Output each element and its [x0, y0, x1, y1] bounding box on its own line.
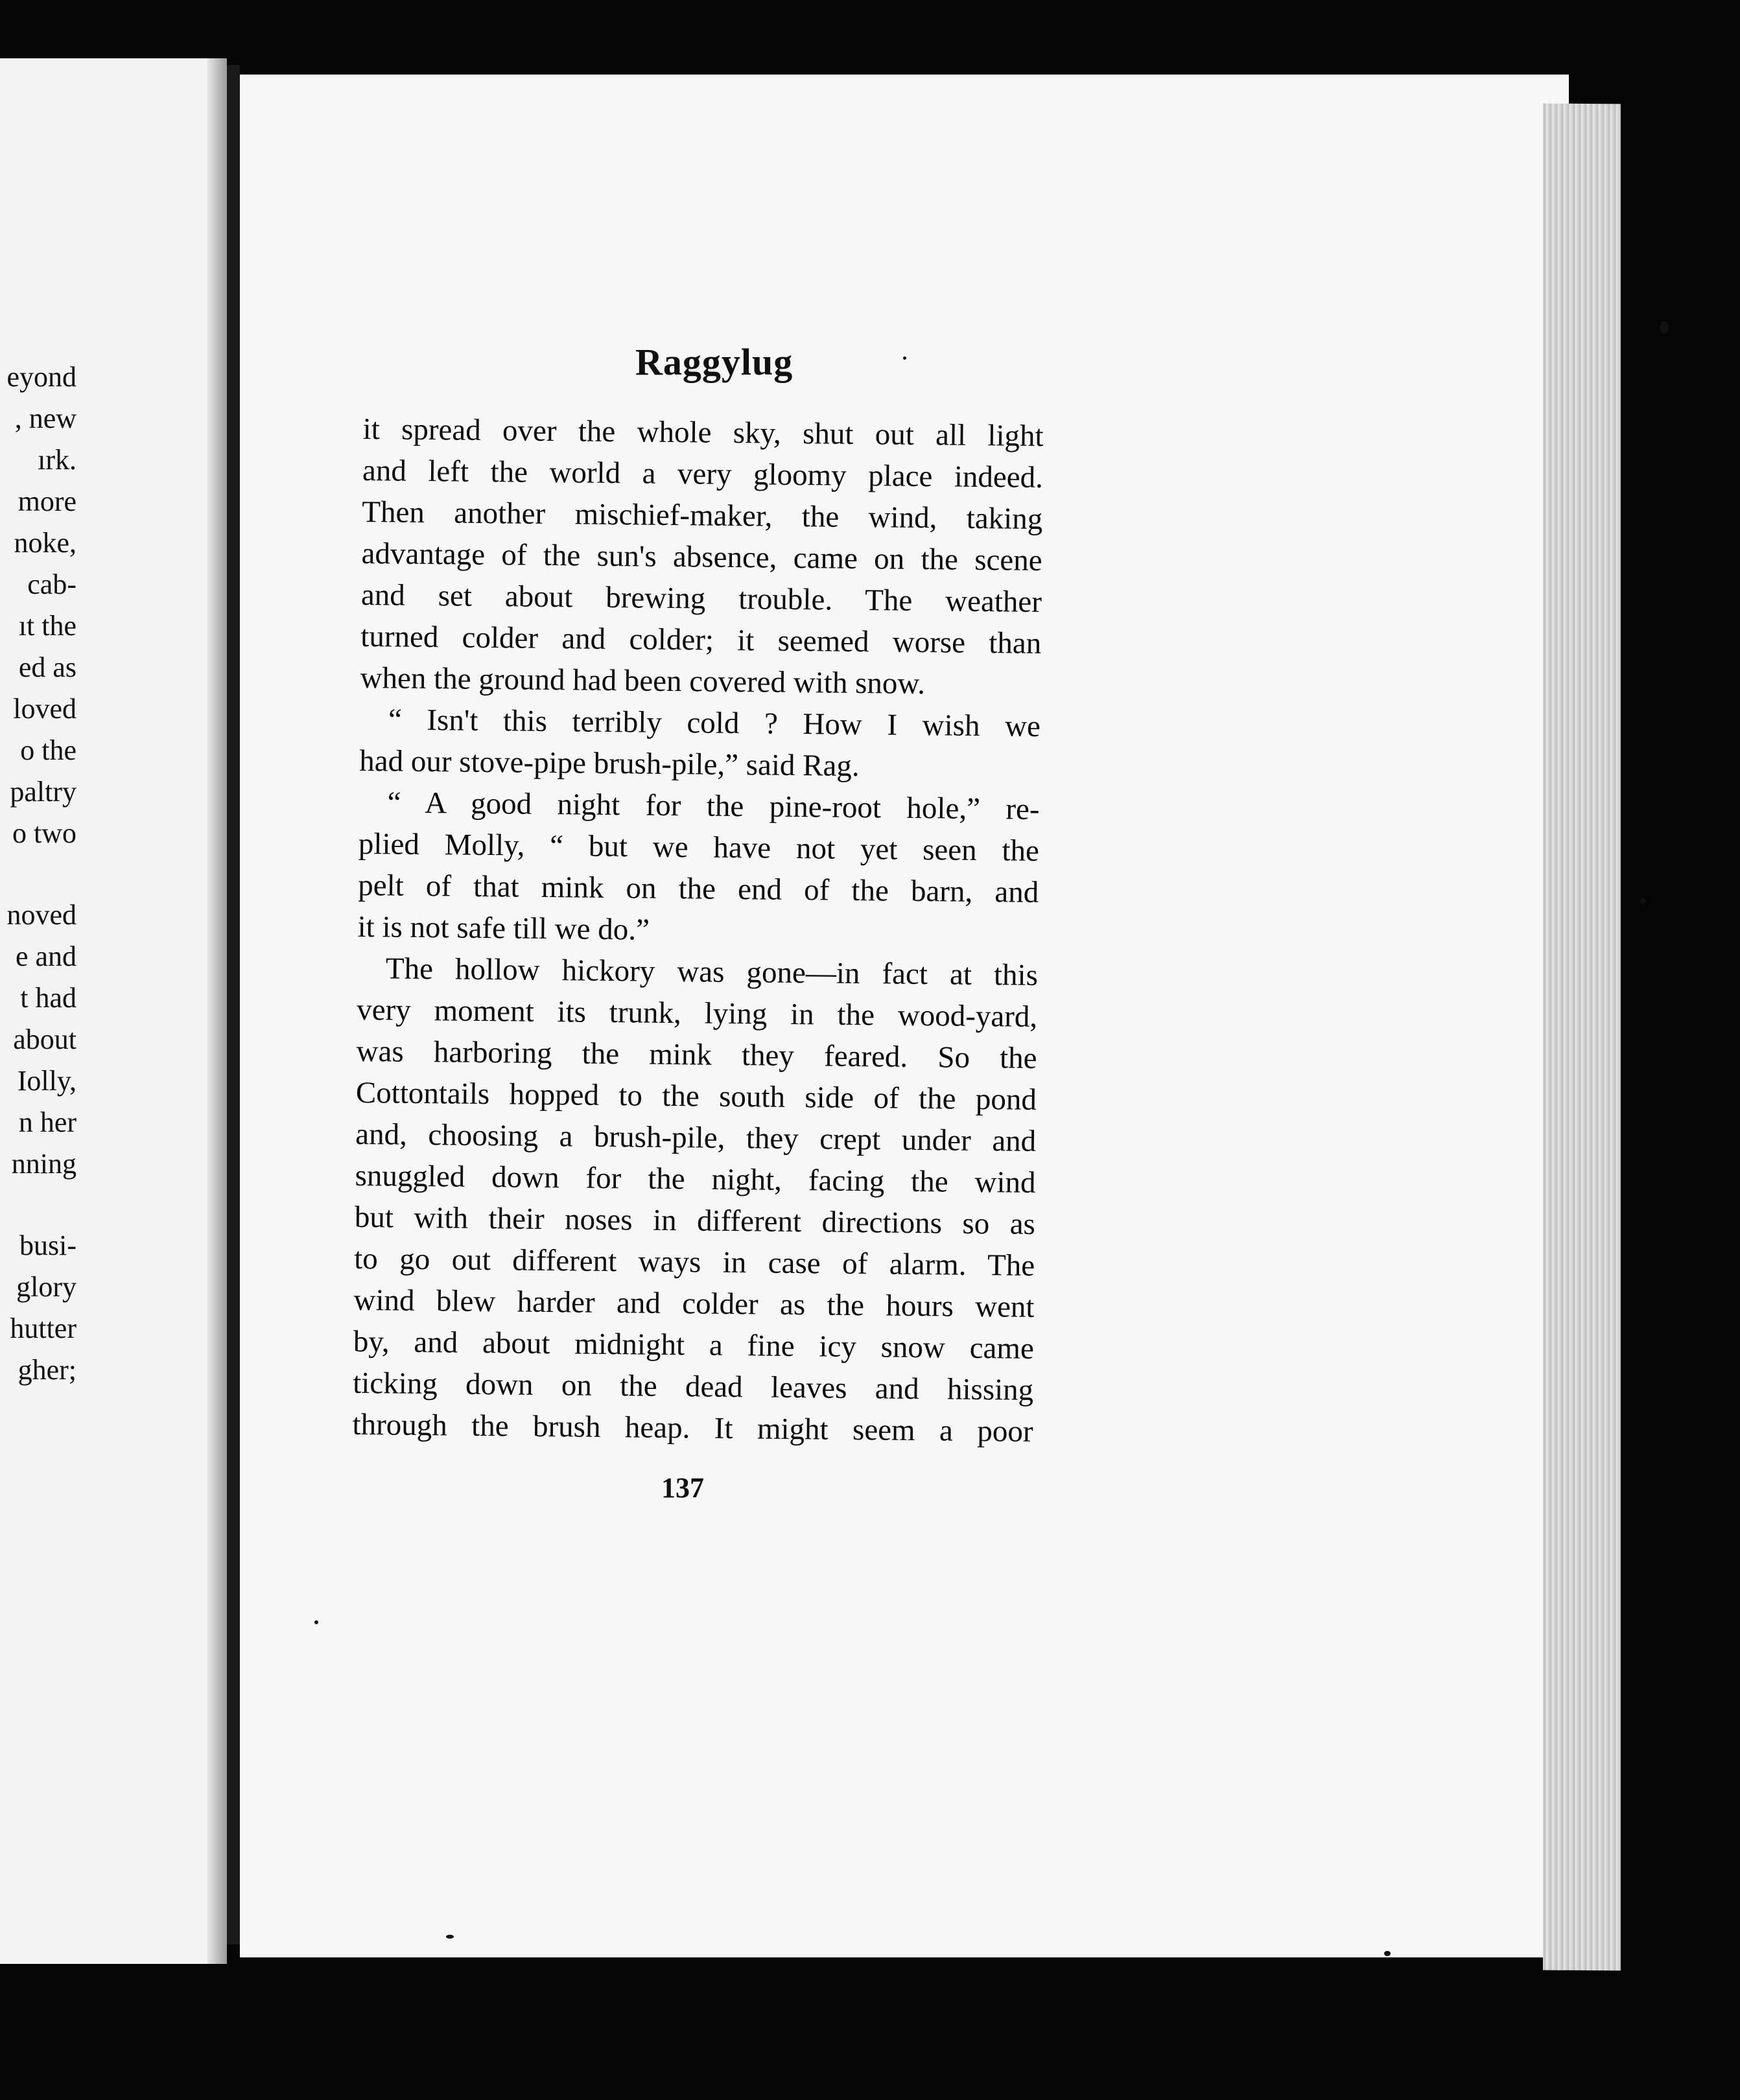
text-line: ticking down on the dead leaves and hissing — [352, 1366, 1034, 1407]
text-line: through the brush heap. It might seem a poor — [352, 1407, 1033, 1449]
left-page — [0, 58, 227, 1964]
left-page-line: o two — [12, 817, 76, 849]
text-line: wind blew harder and colder as the hours went — [353, 1283, 1035, 1324]
left-page-line: more — [18, 485, 76, 517]
running-head: Raggylug — [635, 341, 794, 383]
left-page-line: nning — [11, 1148, 76, 1180]
text-line: was harboring the mink they feared. So the — [356, 1034, 1037, 1075]
text-line: Cottontails hopped to the south side of the pond — [355, 1075, 1037, 1117]
left-page-line — [0, 854, 76, 894]
text-line: but with their noses in different directions so as — [354, 1200, 1036, 1241]
text-line: it spread over the whole sky, shut out all light — [362, 412, 1044, 453]
text-line: by, and about midnight a fine icy snow came — [353, 1324, 1035, 1366]
left-page-line: ıt the — [18, 610, 76, 642]
left-page-text-fragments — [0, 356, 76, 1391]
left-page-line: noke, — [14, 527, 76, 559]
scan-speck — [903, 356, 906, 360]
text-line: “ A good night for the pine-root hole,” re- — [387, 786, 1040, 826]
text-line: when the ground had been covered with snow. — [360, 660, 926, 701]
text-line: The hollow hickory was gone—in fact at this — [385, 951, 1039, 992]
text-line: and set about brewing trouble. The weather — [360, 578, 1042, 619]
text-line: and, choosing a brush-pile, they crept under and — [355, 1117, 1037, 1158]
text-line: to go out different ways in case of alarm. The — [353, 1241, 1035, 1283]
text-line: advantage of the sun's absence, came on the scene — [361, 536, 1042, 578]
left-page-line: eyond — [6, 361, 76, 393]
page-edge-stack — [1543, 104, 1621, 1971]
text-line: Then another mischief-maker, the wind, taking — [362, 495, 1043, 536]
book-gutter — [227, 65, 240, 1944]
left-page-line: paltry — [10, 776, 76, 808]
text-line: snuggled down for the night, facing the wind — [355, 1158, 1036, 1200]
left-page-line: about — [13, 1023, 76, 1055]
left-page-line: glory — [16, 1271, 76, 1303]
left-page-line: loved — [13, 693, 76, 725]
scan-speck — [1660, 321, 1669, 334]
text-line: pelt of that mink on the end of the barn, and — [358, 868, 1039, 909]
scan-speck — [1640, 898, 1645, 904]
left-page-line: n her — [18, 1106, 76, 1138]
left-page-line: cab- — [27, 568, 76, 600]
left-page-line: ırk. — [38, 444, 76, 476]
text-line: turned colder and colder; it seemed worse than — [360, 619, 1042, 660]
page-body-text — [352, 408, 1044, 1452]
text-line: very moment its trunk, lying in the wood-yard, — [357, 992, 1038, 1034]
text-line: “ Isn't this terribly cold ? How I wish we — [388, 703, 1041, 743]
left-page-line: e and — [15, 940, 76, 972]
left-page-line: , new — [14, 402, 76, 434]
left-page-line — [0, 1185, 76, 1225]
left-page-line: ed as — [18, 651, 76, 683]
left-page-line: o the — [20, 734, 76, 766]
left-page-line: gher; — [18, 1354, 76, 1386]
left-page-line: busi- — [19, 1230, 76, 1261]
text-line: it is not safe till we do.” — [357, 909, 650, 947]
left-page-line: Iolly, — [17, 1065, 76, 1097]
page-number: 137 — [661, 1472, 704, 1504]
left-page-line: t had — [20, 982, 76, 1014]
scan-speck — [446, 1935, 454, 1939]
text-line: had our stove-pipe brush-pile,” said Rag. — [359, 743, 860, 784]
scan-speck — [1384, 1951, 1391, 1956]
scan-speck — [314, 1620, 318, 1624]
left-page-line: hutter — [10, 1312, 76, 1344]
text-line: and left the world a very gloomy place indeed. — [362, 453, 1044, 495]
left-page-line: noved — [6, 899, 76, 931]
text-line: plied Molly, “ but we have not yet seen the — [358, 826, 1040, 868]
